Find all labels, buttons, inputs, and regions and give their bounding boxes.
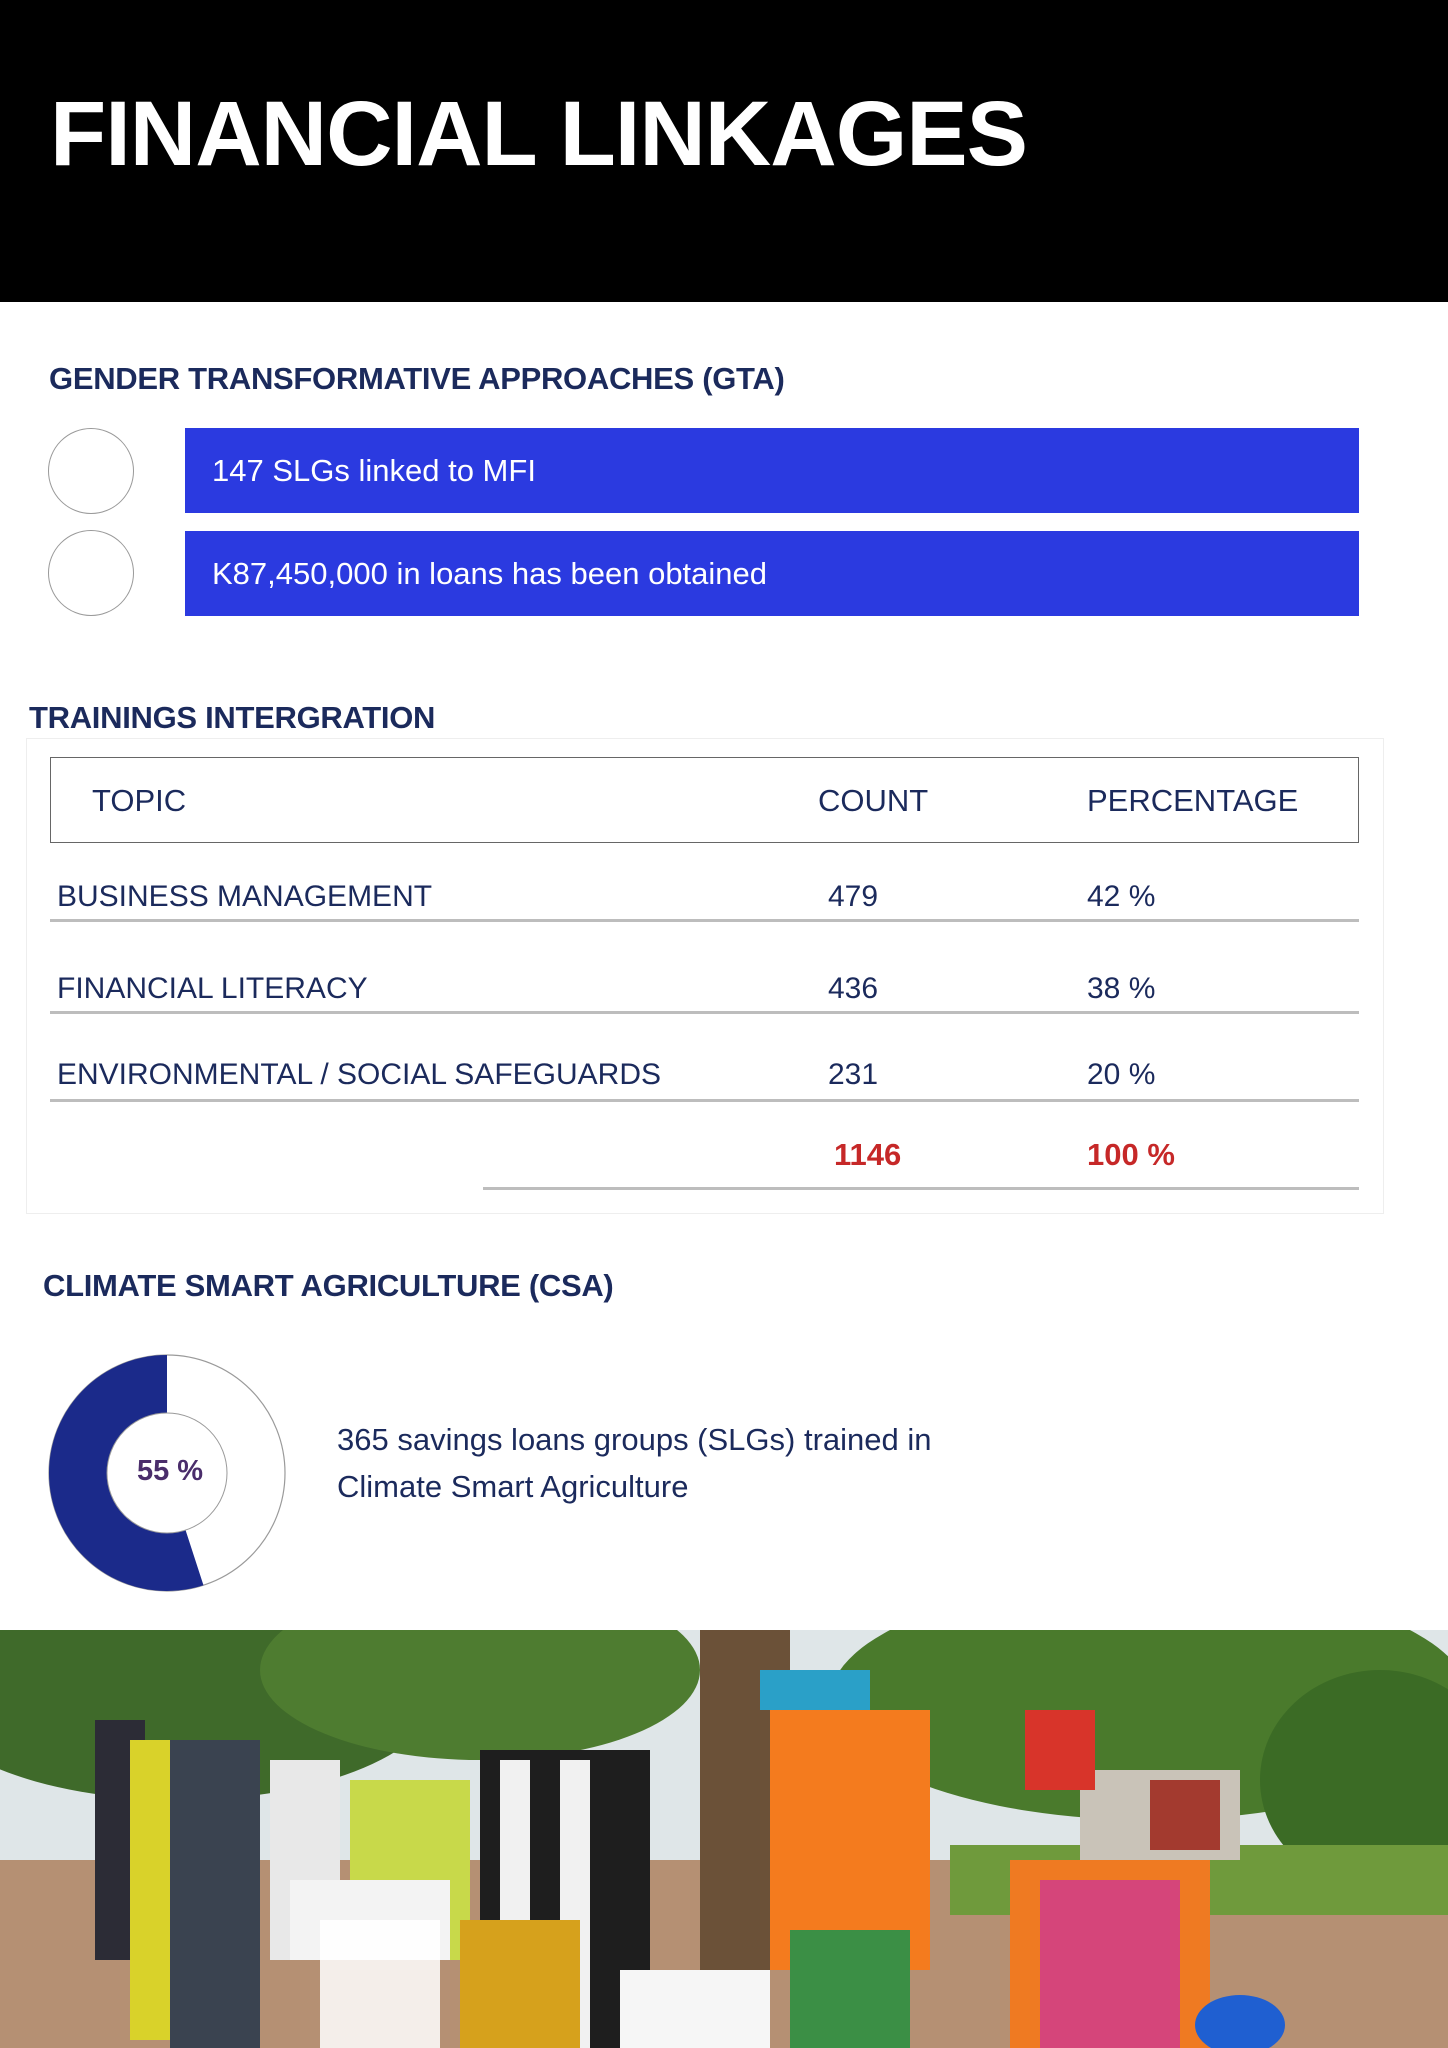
gta-item-1-circle: [48, 428, 134, 514]
row-1-divider: [50, 919, 1359, 922]
gta-item-2: [185, 531, 1359, 616]
csa-section-title: CLIMATE SMART AGRICULTURE (CSA): [43, 1268, 614, 1303]
gta-item-1-text: 147 SLGs linked to MFI: [212, 452, 536, 488]
csa-description-line-2: Climate Smart Agriculture: [337, 1469, 689, 1504]
row-2-divider: [50, 1011, 1359, 1014]
column-header-percentage: PERCENTAGE: [1087, 783, 1299, 818]
csa-description: [337, 1416, 1097, 1510]
gta-item-2-text: K87,450,000 in loans has been obtained: [212, 555, 768, 591]
row-3-divider: [50, 1099, 1359, 1102]
row-2-percentage: 38 %: [1087, 972, 1156, 1005]
gta-section-title: GENDER TRANSFORMATIVE APPROACHES (GTA): [49, 361, 785, 396]
page-title: FINANCIAL LINKAGES: [50, 83, 1027, 185]
gta-item-2-circle: [48, 530, 134, 616]
field-activity-photo: [0, 1630, 1448, 2048]
page-header: [0, 0, 1448, 302]
total-percentage: 100 %: [1087, 1137, 1175, 1172]
csa-description-line-1: 365 savings loans groups (SLGs) trained in: [337, 1422, 932, 1457]
trainings-section-title: TRAININGS INTERGRATION: [29, 700, 436, 735]
column-header-count: COUNT: [818, 783, 929, 818]
row-3-percentage: 20 %: [1087, 1058, 1156, 1091]
row-3-count: 231: [828, 1058, 879, 1091]
row-3-topic: ENVIRONMENTAL / SOCIAL SAFEGUARDS: [57, 1058, 661, 1091]
row-1-count: 479: [828, 880, 879, 913]
row-1-percentage: 42 %: [1087, 880, 1156, 913]
total-count: 1146: [834, 1137, 902, 1172]
row-1-topic: BUSINESS MANAGEMENT: [57, 880, 433, 913]
row-2-count: 436: [828, 972, 879, 1005]
donut-percentage-label: 55 %: [136, 1455, 204, 1487]
column-header-topic: TOPIC: [92, 783, 187, 818]
row-2-topic: FINANCIAL LITERACY: [57, 972, 368, 1005]
total-divider: [483, 1187, 1359, 1190]
gta-item-1: [185, 428, 1359, 513]
